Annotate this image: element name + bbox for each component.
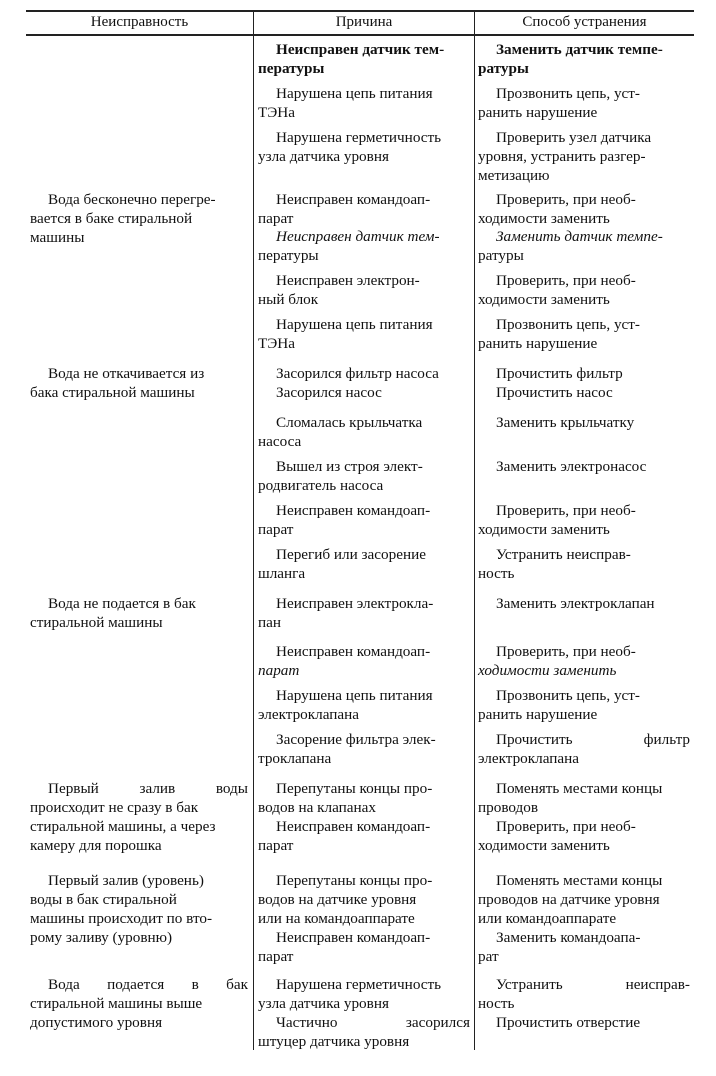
cause-item: Неисправен датчик тем- пературы xyxy=(258,41,445,77)
fault-text: Вода подается в бак стиральной машины выше допустимого уровня xyxy=(30,976,248,1031)
cause-item: Неисправен датчик тем- пературы xyxy=(258,228,440,264)
fault-text: Вода бесконечно перегре- вается в баке стиральной машины xyxy=(30,191,216,246)
cause-item: Неисправен электрон- ный блок xyxy=(258,272,420,308)
fix-item: Поменять местами концы проводов xyxy=(478,780,663,816)
fix-item: Прочистить фильтр электроклапана xyxy=(478,731,690,767)
fault-text: Вода не откачивается из бака стиральной машины xyxy=(30,365,205,401)
fix-item: Прозвонить цепь, уст- ранить нарушение xyxy=(478,687,640,723)
cause-item: Перепутаны концы про- водов на клапанах xyxy=(258,780,433,816)
cause-item: Нарушена цепь питания ТЭНа xyxy=(258,85,433,121)
fix-item: Заменить электроклапан xyxy=(496,595,655,612)
fix-item: Прозвонить цепь, уст- ранить нарушение xyxy=(478,85,640,121)
cause-item: Частично засорился штуцер датчика уровня xyxy=(258,1014,470,1050)
fix-item: Прочистить фильтр Прочистить насос xyxy=(496,365,623,401)
cause-item: Нарушена цепь питания ТЭНа xyxy=(258,316,433,352)
cause-item: Неисправен командоап- парат xyxy=(258,191,431,227)
header-cause: Причина xyxy=(335,14,393,30)
cause-item: Сломалась крыльчатка насоса xyxy=(258,414,423,450)
fix-item: Проверить, при необ- ходимости заменить xyxy=(478,502,636,538)
fix-item: Устранить неисправ- ность xyxy=(478,976,690,1012)
fix-item: Заменить датчик темпе- ратуры xyxy=(478,228,663,264)
cause-item: Засорение фильтра элек- троклапана xyxy=(258,731,436,767)
cause-item: Неисправен командоап- парат xyxy=(258,643,431,679)
fix-item: Проверить, при необ- ходимости заменить xyxy=(478,272,636,308)
cause-item: Нарушена герметичность узла датчика уровня xyxy=(258,976,442,1012)
cause-item: Перепутаны концы про- водов на датчике уровня или на командоаппарате xyxy=(258,872,433,927)
fix-item: Проверить, при необ- ходимости заменить xyxy=(478,191,636,227)
fix-item: Проверить узел датчика уровня, устранить разгер- метизацию xyxy=(478,129,652,184)
fix-item: Поменять местами концы проводов на датчике уровня или командоаппарате xyxy=(478,872,663,927)
cause-item: Нарушена цепь питания электроклапана xyxy=(258,687,433,723)
fix-item: Заменить командоапа- рат xyxy=(478,929,641,965)
fix-item: Устранить неисправ- ность xyxy=(478,546,631,582)
header-bottom-rule xyxy=(26,34,694,36)
header-fix: Способ устранения xyxy=(522,14,647,30)
cause-item: Засорился фильтр насоса Засорился насос xyxy=(276,365,439,401)
cause-item: Неисправен командоап- парат xyxy=(258,818,431,854)
fault-text: Вода не подается в бак стиральной машины xyxy=(30,595,196,631)
cause-item: Неисправен командоап- парат xyxy=(258,502,431,538)
cause-item: Неисправен командоап- парат xyxy=(258,929,431,965)
cause-item: Нарушена герметичность узла датчика уровня xyxy=(258,129,442,165)
fix-item: Проверить, при необ- ходимости заменить xyxy=(478,818,636,854)
column-divider-2 xyxy=(474,10,475,1050)
fix-item: Прозвонить цепь, уст- ранить нарушение xyxy=(478,316,640,352)
cause-item: Вышел из строя элект- родвигатель насоса xyxy=(258,458,423,494)
fault-text: Первый залив (уровень) воды в бак стиральной машины происходит по вто- рому заливу (уровню) xyxy=(30,872,213,946)
fix-item: Прочистить отверстие xyxy=(496,1014,641,1031)
fix-item: Проверить, при необ- ходимости заменить xyxy=(478,643,636,679)
cause-item: Перегиб или засорение шланга xyxy=(258,546,426,582)
column-divider-1 xyxy=(253,10,254,1050)
fix-item: Заменить электронасос xyxy=(496,458,647,475)
fix-item: Заменить крыльчатку xyxy=(496,414,635,431)
fix-item: Заменить датчик темпе- ратуры xyxy=(478,41,663,77)
fault-text: Первый залив воды происходит не сразу в бак стиральной машины, а через камеру для порошка xyxy=(30,780,248,854)
cause-item: Неисправен электрокла- пан xyxy=(258,595,434,631)
header-fault: Неисправность xyxy=(90,14,189,30)
